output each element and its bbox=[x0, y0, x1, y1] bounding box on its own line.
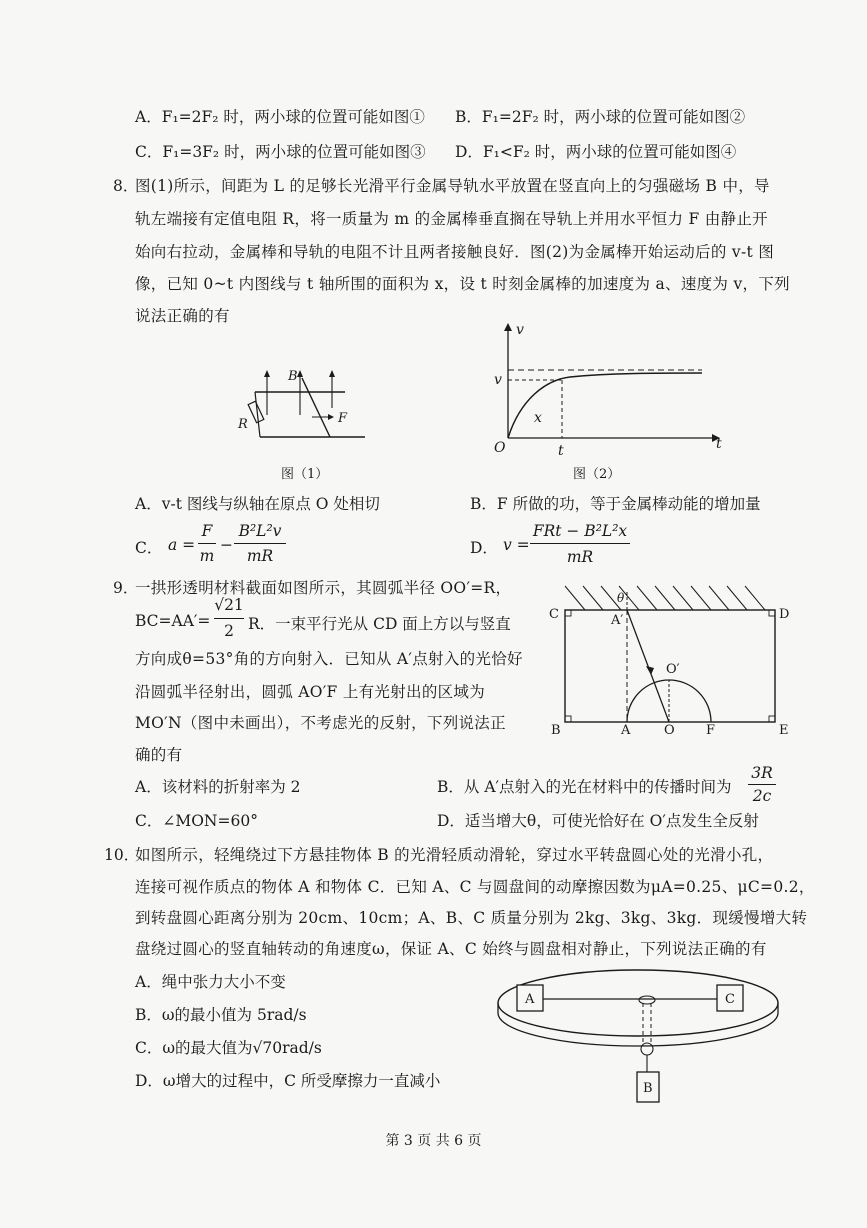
label-b: B bbox=[643, 1081, 653, 1096]
label-r: R bbox=[238, 417, 248, 432]
q8-option-c-minus: − bbox=[220, 536, 233, 554]
q9-text-line2-b: R．一束平行光从 CD 面上方以与竖直 bbox=[248, 615, 511, 633]
label-f: F bbox=[338, 411, 348, 426]
q8-option-b: B．F 所做的功，等于金属棒动能的增加量 bbox=[470, 495, 761, 513]
q8-option-a: A．v-t 图线与纵轴在原点 O 处相切 bbox=[135, 495, 380, 513]
v-t-curve bbox=[508, 373, 702, 438]
q9-option-d: D．适当增大θ，可使光恰好在 O′点发生全反射 bbox=[437, 812, 759, 830]
q10-number: 10． bbox=[104, 846, 140, 864]
q8-figure-2 bbox=[490, 318, 730, 458]
q8-fig1-caption: 图（1） bbox=[281, 467, 329, 482]
q8-text-line: 始向右拉动，金属棒和导轨的电阻不计且两者接触良好．图(2)为金属棒开始运动后的 v-t 图 bbox=[135, 243, 775, 261]
q8-option-c-frac2-den: mR bbox=[246, 547, 274, 565]
label-a: A bbox=[525, 992, 535, 1007]
label-o: O bbox=[494, 440, 506, 456]
q8-option-d-num: FRt − B²L²x bbox=[532, 522, 628, 540]
q9-option-b-text: B．从 A′点射入的光在材料中的传播时间为 bbox=[437, 778, 732, 796]
q8-fig2-caption: 图（2） bbox=[573, 467, 621, 482]
label-c: C bbox=[549, 607, 559, 622]
label-c: C bbox=[725, 992, 735, 1007]
page-footer: 第 3 页 共 6 页 bbox=[385, 1133, 482, 1149]
label-o: O bbox=[664, 723, 675, 738]
label-d: D bbox=[779, 607, 790, 622]
q8-text-line: 说法正确的有 bbox=[135, 307, 230, 325]
q9-text-line: 沿圆弧半径射出，圆弧 AO′F 上有光射出的区域为 bbox=[135, 683, 486, 701]
q7-option-c: C．F₁=3F₂ 时，两小球的位置可能如图③ bbox=[135, 143, 426, 161]
q8-text-line: 像，已知 0~t 内图线与 t 轴所围的面积为 x，设 t 时刻金属棒的加速度为 a、速度为 v，下列 bbox=[135, 275, 790, 293]
q9-text-line2-a: BC=AA′= bbox=[135, 612, 211, 630]
label-b: B bbox=[551, 723, 561, 738]
q8-option-d-den: mR bbox=[566, 548, 594, 566]
q8-option-c-frac1-num: F bbox=[201, 522, 213, 540]
incident-rays bbox=[565, 586, 765, 610]
q10-text-line: 盘绕过圆心的竖直轴转动的角速度ω，保证 A、C 始终与圆盘相对静止，下列说法正确的有 bbox=[135, 940, 767, 958]
q8-text-line: 轨左端接有定值电阻 R，将一质量为 m 的金属棒垂直搁在导轨上并用水平恒力 F 由静止开 bbox=[135, 210, 768, 228]
q9-option-c: C．∠MON=60° bbox=[135, 812, 258, 830]
metal-rod bbox=[302, 378, 330, 437]
q9-number: 9． bbox=[113, 579, 139, 597]
label-o-prime: O′ bbox=[666, 662, 680, 677]
q8-option-d-prefix: D． bbox=[470, 539, 498, 557]
q8-option-c-lhs: a = bbox=[168, 536, 196, 554]
q10-option-d: D．ω增大的过程中，C 所受摩擦力一直减小 bbox=[135, 1072, 441, 1090]
q10-option-b: B．ω的最小值为 5rad/s bbox=[135, 1006, 307, 1024]
rail-left-end bbox=[255, 392, 260, 437]
refracted-ray bbox=[627, 610, 669, 722]
label-f: F bbox=[706, 723, 716, 738]
q7-option-d: D．F₁<F₂ 时，两小球的位置可能如图④ bbox=[455, 143, 737, 161]
q8-text-line: 图(1)所示，间距为 L 的足够长光滑平行金属导轨水平放置在竖直向上的匀强磁场 B 中，导 bbox=[135, 177, 770, 195]
q9-text-line: 方向成θ=53°角的方向射入．已知从 A′点射入的光恰好 bbox=[135, 650, 523, 668]
q9-option-b-num: 3R bbox=[751, 764, 773, 782]
q10-text-line: 到转盘圆心距离分别为 20cm、10cm；A、B、C 质量分别为 2kg、3kg、3kg．现缓慢增大转 bbox=[135, 909, 808, 927]
q9-option-a: A．该材料的折射率为 2 bbox=[135, 778, 301, 796]
label-x: x bbox=[534, 410, 542, 426]
q8-option-c-frac1-den: m bbox=[199, 547, 215, 565]
label-a-prime: A′ bbox=[611, 613, 624, 628]
q10-text-line: 如图所示，轻绳绕过下方悬挂物体 B 的光滑轻质动滑轮，穿过水平转盘圆心处的光滑小孔， bbox=[135, 846, 774, 864]
label-t-axis: t bbox=[716, 436, 722, 452]
label-v-axis: v bbox=[516, 322, 524, 338]
q8-option-c-frac2-num: B²L²v bbox=[238, 522, 282, 540]
label-b: B bbox=[288, 369, 298, 384]
label-a: A bbox=[621, 723, 631, 738]
q8-number: 8． bbox=[113, 177, 139, 195]
q9-line2-frac-den: 2 bbox=[224, 622, 234, 640]
label-theta: θ bbox=[617, 591, 625, 605]
q10-text-line: 连接可视作质点的物体 A 和物体 C．已知 A、C 与圆盘间的动摩擦因数为μA=0.25、μC=0.2， bbox=[135, 878, 815, 896]
q8-option-d-lhs: v = bbox=[503, 536, 530, 554]
q9-text-line: MO′N（图中未画出），不考虑光的反射，下列说法正 bbox=[135, 714, 506, 732]
q9-text-line: 一拱形透明材料截面如图所示，其圆弧半径 OO′=R， bbox=[135, 579, 512, 597]
q7-option-a: A．F₁=2F₂ 时，两小球的位置可能如图① bbox=[135, 108, 425, 126]
q7-option-b: B．F₁=2F₂ 时，两小球的位置可能如图② bbox=[455, 108, 746, 126]
label-t: t bbox=[558, 443, 564, 459]
q9-figure bbox=[545, 578, 795, 738]
q10-figure bbox=[495, 965, 785, 1115]
label-e: E bbox=[779, 723, 789, 738]
q10-option-c: C．ω的最大值为√70rad/s bbox=[135, 1039, 322, 1057]
q9-option-b-den: 2c bbox=[752, 787, 772, 805]
q9-text-line: 确的有 bbox=[135, 746, 183, 764]
q8-figure-1 bbox=[230, 360, 380, 450]
q8-option-c-prefix: C． bbox=[135, 539, 163, 557]
q9-line2-frac-num: √21 bbox=[214, 596, 244, 614]
center-hole bbox=[639, 996, 655, 1004]
label-v: v bbox=[494, 372, 502, 388]
pulley bbox=[641, 1043, 653, 1055]
q10-option-a: A．绳中张力大小不变 bbox=[135, 973, 286, 991]
